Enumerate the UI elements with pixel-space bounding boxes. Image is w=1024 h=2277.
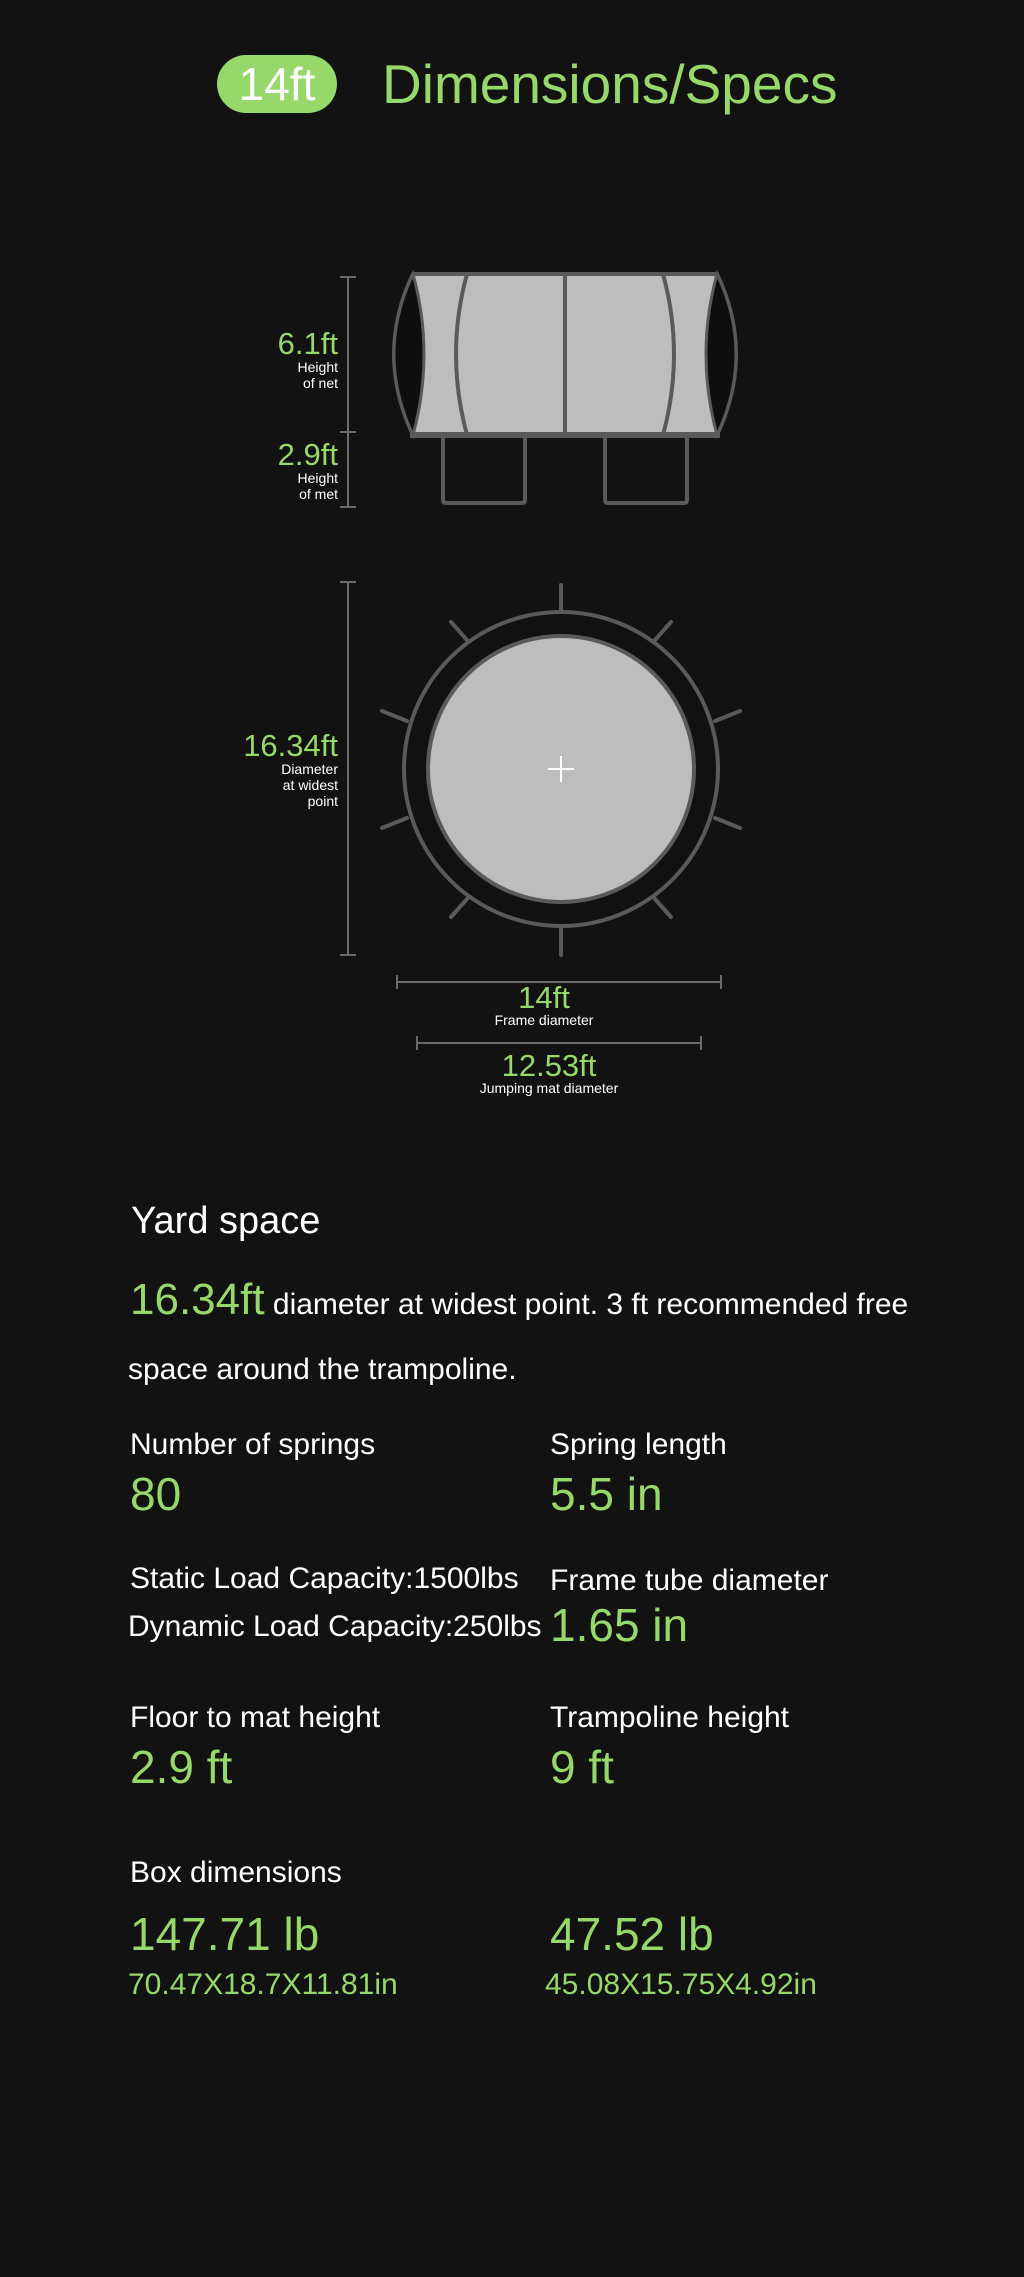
- box1-weight: 147.71 lb: [130, 1908, 320, 1960]
- widest-caption-3: point: [307, 793, 338, 809]
- box2-weight: 47.52 lb: [550, 1908, 714, 1960]
- static-load-text: Static Load Capacity:1500lbs: [130, 1562, 519, 1595]
- spring-length-value: 5.5 in: [550, 1468, 663, 1520]
- net-height-value: 6.1ft: [277, 326, 338, 361]
- trampoline-height-value: 9 ft: [550, 1741, 614, 1793]
- floor-mat-label: Floor to mat height: [130, 1701, 381, 1734]
- net-height-label: [278, 328, 338, 391]
- mat-height-caption-2: of met: [299, 486, 338, 502]
- floor-mat-value: 2.9 ft: [130, 1741, 233, 1793]
- yard-space-text-1: diameter at widest point. 3 ft recommended free: [264, 1288, 909, 1321]
- widest-caption-1: Diameter: [281, 761, 338, 777]
- mat-diameter-caption: Jumping mat diameter: [479, 1080, 619, 1096]
- frame-tube-label: Frame tube diameter: [550, 1564, 829, 1597]
- frame-tube-value: 1.65 in: [550, 1599, 689, 1651]
- frame-diameter-caption: Frame diameter: [494, 1012, 594, 1028]
- leg-left: [443, 436, 525, 503]
- size-badge: 14ft: [217, 55, 337, 113]
- box-dimensions-label: Box dimensions: [130, 1856, 342, 1889]
- yard-space-text-2: space around the trampoline.: [128, 1353, 517, 1386]
- widest-caption-2: at widest: [282, 777, 338, 793]
- widest-diameter-label: [243, 730, 338, 809]
- springs-label: Number of springs: [130, 1428, 376, 1461]
- page-title: Dimensions/Specs: [382, 53, 838, 115]
- yard-space-value: 16.34ft: [130, 1275, 265, 1324]
- net-height-caption-1: Height: [297, 359, 338, 375]
- widest-diameter-value: 16.34ft: [243, 728, 338, 763]
- mat-diameter-label: [449, 1050, 649, 1095]
- mat-height-label: [278, 439, 338, 502]
- trampoline-height-label: Trampoline height: [550, 1701, 790, 1734]
- yard-space-heading: Yard space: [131, 1200, 321, 1242]
- mat-diameter-value: 12.53ft: [501, 1048, 597, 1083]
- yard-space-text: [130, 1275, 908, 1325]
- dynamic-load-text: Dynamic Load Capacity:250lbs: [128, 1610, 542, 1643]
- trampoline-diagram: [0, 0, 1024, 1120]
- springs-value: 80: [130, 1468, 182, 1520]
- mat-height-caption-1: Height: [297, 470, 338, 486]
- leg-right: [605, 436, 687, 503]
- frame-diameter-value: 14ft: [518, 980, 570, 1015]
- spring-length-label: Spring length: [550, 1428, 727, 1461]
- box1-dimensions: 70.47X18.7X11.81in: [128, 1968, 398, 2001]
- box2-dimensions: 45.08X15.75X4.92in: [545, 1968, 817, 2001]
- mat-height-value: 2.9ft: [277, 437, 338, 472]
- net-height-caption-2: of net: [302, 375, 338, 391]
- frame-diameter-label: [459, 982, 629, 1027]
- side-view-drawing: [340, 274, 736, 507]
